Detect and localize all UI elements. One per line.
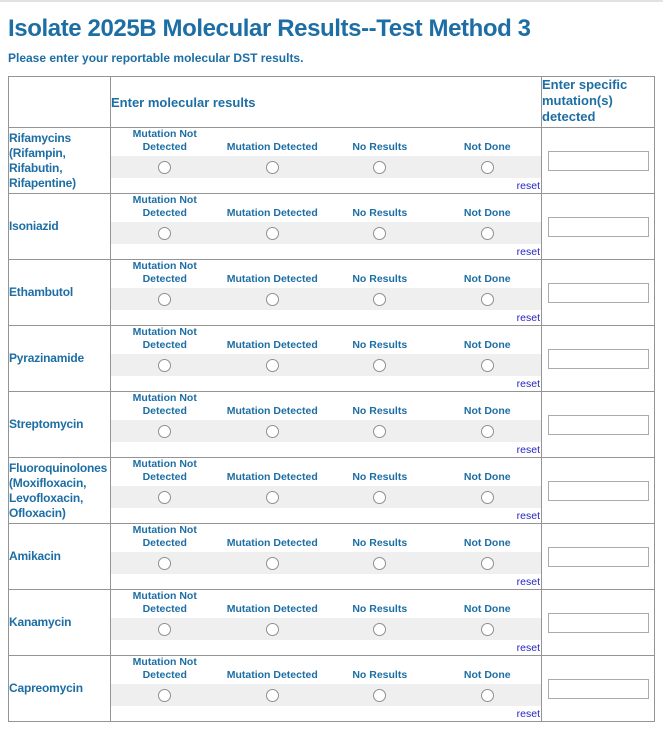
radio-cell bbox=[219, 354, 327, 376]
rifamycins-radio-3[interactable] bbox=[481, 161, 494, 174]
radio-cell bbox=[111, 420, 219, 442]
reset-link[interactable]: reset bbox=[516, 708, 540, 720]
isoniazid-mutation-input[interactable] bbox=[548, 217, 649, 237]
option-label: Not Done bbox=[463, 140, 511, 153]
option-labels-row bbox=[111, 656, 541, 681]
amikacin-radio-0[interactable] bbox=[158, 557, 171, 570]
radio-cell bbox=[219, 156, 327, 178]
option-label: No Results bbox=[352, 272, 408, 285]
radio-cell bbox=[434, 684, 542, 706]
option-labels-row bbox=[111, 194, 541, 219]
drug-name: Kanamycin bbox=[9, 590, 111, 656]
radio-cell bbox=[219, 288, 327, 310]
reset-row bbox=[111, 641, 541, 654]
option-label: Mutation Not Detected bbox=[132, 656, 197, 681]
radio-cell bbox=[326, 618, 434, 640]
option-label: No Results bbox=[352, 140, 408, 153]
option-label: Not Done bbox=[463, 470, 511, 483]
table-row bbox=[9, 458, 655, 524]
radio-strip bbox=[111, 354, 541, 376]
radio-cell bbox=[434, 354, 542, 376]
reset-link[interactable]: reset bbox=[516, 378, 540, 390]
drug-name: Pyrazinamide bbox=[9, 326, 111, 392]
reset-row bbox=[111, 707, 541, 720]
drug-name: Fluoroquinolones (Moxifloxacin, Levofloxacin, Ofloxacin) bbox=[9, 458, 111, 524]
page-title: Isolate 2025B Molecular Results--Test Method 3 bbox=[8, 15, 531, 42]
table-row bbox=[9, 524, 655, 590]
capreomycin-radio-0[interactable] bbox=[158, 689, 171, 702]
isoniazid-radio-0[interactable] bbox=[158, 227, 171, 240]
option-label: Not Done bbox=[463, 404, 511, 417]
option-label: Not Done bbox=[463, 668, 511, 681]
streptomycin-radio-0[interactable] bbox=[158, 425, 171, 438]
kanamycin-radio-2[interactable] bbox=[373, 623, 386, 636]
pyrazinamide-mutation-input[interactable] bbox=[548, 349, 649, 369]
isoniazid-radio-2[interactable] bbox=[373, 227, 386, 240]
option-label: Not Done bbox=[463, 602, 511, 615]
radio-cell bbox=[326, 420, 434, 442]
reset-row bbox=[111, 509, 541, 522]
radio-cell bbox=[326, 288, 434, 310]
mutation-input-cell bbox=[542, 260, 655, 326]
drug-name: Isoniazid bbox=[9, 194, 111, 260]
streptomycin-mutation-input[interactable] bbox=[548, 415, 649, 435]
option-label: No Results bbox=[352, 404, 408, 417]
option-labels-row bbox=[111, 524, 541, 549]
radio-strip bbox=[111, 156, 541, 178]
pyrazinamide-radio-3[interactable] bbox=[481, 359, 494, 372]
top-divider bbox=[0, 0, 663, 2]
option-label: Mutation Not Detected bbox=[132, 194, 197, 219]
reset-row bbox=[111, 575, 541, 588]
option-labels-row bbox=[111, 392, 541, 417]
reset-row bbox=[111, 377, 541, 390]
radio-cell bbox=[326, 354, 434, 376]
radio-cell bbox=[111, 288, 219, 310]
reset-row bbox=[111, 179, 541, 192]
kanamycin-radio-0[interactable] bbox=[158, 623, 171, 636]
reset-link[interactable]: reset bbox=[516, 444, 540, 456]
option-label: No Results bbox=[352, 668, 408, 681]
option-label: No Results bbox=[352, 470, 408, 483]
mutation-input-cell bbox=[542, 524, 655, 590]
radio-strip bbox=[111, 684, 541, 706]
drug-name: Streptomycin bbox=[9, 392, 111, 458]
option-labels-row bbox=[111, 326, 541, 351]
rifamycins-radio-0[interactable] bbox=[158, 161, 171, 174]
radio-cell bbox=[111, 618, 219, 640]
options-cell bbox=[111, 194, 542, 260]
option-label: Not Done bbox=[463, 338, 511, 351]
kanamycin-radio-1[interactable] bbox=[266, 623, 279, 636]
option-label: No Results bbox=[352, 536, 408, 549]
mutation-input-cell bbox=[542, 590, 655, 656]
rifamycins-radio-2[interactable] bbox=[373, 161, 386, 174]
rifamycins-radio-1[interactable] bbox=[266, 161, 279, 174]
mutation-input-cell bbox=[542, 392, 655, 458]
options-cell bbox=[111, 590, 542, 656]
option-label: Mutation Detected bbox=[226, 140, 318, 153]
option-labels-row bbox=[111, 458, 541, 483]
reset-link[interactable]: reset bbox=[516, 576, 540, 588]
option-label: Mutation Detected bbox=[226, 602, 318, 615]
reset-link[interactable]: reset bbox=[516, 246, 540, 258]
capreomycin-mutation-input[interactable] bbox=[548, 679, 649, 699]
radio-strip bbox=[111, 618, 541, 640]
fluoroquinolones-radio-3[interactable] bbox=[481, 491, 494, 504]
reset-link[interactable]: reset bbox=[516, 180, 540, 192]
option-label: Mutation Not Detected bbox=[132, 590, 197, 615]
capreomycin-radio-3[interactable] bbox=[481, 689, 494, 702]
option-label: Mutation Not Detected bbox=[132, 458, 197, 483]
molecular-results-header: Enter molecular results bbox=[111, 77, 542, 128]
option-label: Mutation Detected bbox=[226, 272, 318, 285]
radio-strip bbox=[111, 486, 541, 508]
fluoroquinolones-mutation-input[interactable] bbox=[548, 481, 649, 501]
results-table-body bbox=[9, 128, 655, 722]
mutation-input-cell bbox=[542, 128, 655, 194]
drug-name: Rifamycins (Rifampin, Rifabutin, Rifapentine) bbox=[9, 128, 111, 194]
radio-cell bbox=[434, 156, 542, 178]
table-row bbox=[9, 392, 655, 458]
option-labels-row bbox=[111, 260, 541, 285]
option-label: No Results bbox=[352, 602, 408, 615]
options-cell bbox=[111, 524, 542, 590]
radio-cell bbox=[219, 618, 327, 640]
radio-cell bbox=[111, 552, 219, 574]
options-cell bbox=[111, 260, 542, 326]
option-label: Mutation Not Detected bbox=[132, 128, 197, 153]
radio-cell bbox=[219, 552, 327, 574]
page-subtitle: Please enter your reportable molecular DST results. bbox=[8, 51, 304, 65]
option-labels-row bbox=[111, 590, 541, 615]
radio-strip bbox=[111, 222, 541, 244]
fluoroquinolones-radio-1[interactable] bbox=[266, 491, 279, 504]
table-row bbox=[9, 194, 655, 260]
ethambutol-radio-1[interactable] bbox=[266, 293, 279, 306]
amikacin-radio-2[interactable] bbox=[373, 557, 386, 570]
radio-cell bbox=[111, 486, 219, 508]
option-label: Not Done bbox=[463, 272, 511, 285]
option-label: Not Done bbox=[463, 206, 511, 219]
radio-cell bbox=[434, 288, 542, 310]
options-cell bbox=[111, 326, 542, 392]
option-label: Mutation Detected bbox=[226, 404, 318, 417]
kanamycin-radio-3[interactable] bbox=[481, 623, 494, 636]
amikacin-radio-3[interactable] bbox=[481, 557, 494, 570]
ethambutol-radio-2[interactable] bbox=[373, 293, 386, 306]
table-row bbox=[9, 590, 655, 656]
specific-mutations-header: Enter specific mutation(s) detected bbox=[542, 77, 655, 128]
table-row bbox=[9, 656, 655, 722]
streptomycin-radio-2[interactable] bbox=[373, 425, 386, 438]
reset-row bbox=[111, 245, 541, 258]
option-label: Mutation Not Detected bbox=[132, 392, 197, 417]
radio-cell bbox=[111, 684, 219, 706]
amikacin-radio-1[interactable] bbox=[266, 557, 279, 570]
radio-cell bbox=[219, 222, 327, 244]
kanamycin-mutation-input[interactable] bbox=[548, 613, 649, 633]
ethambutol-radio-3[interactable] bbox=[481, 293, 494, 306]
mutation-input-cell bbox=[542, 326, 655, 392]
option-label: Mutation Detected bbox=[226, 206, 318, 219]
radio-cell bbox=[219, 684, 327, 706]
table-row bbox=[9, 326, 655, 392]
streptomycin-radio-1[interactable] bbox=[266, 425, 279, 438]
drug-name: Capreomycin bbox=[9, 656, 111, 722]
ethambutol-mutation-input[interactable] bbox=[548, 283, 649, 303]
radio-cell bbox=[434, 420, 542, 442]
mutation-input-cell bbox=[542, 458, 655, 524]
radio-cell bbox=[219, 420, 327, 442]
radio-cell bbox=[434, 486, 542, 508]
radio-cell bbox=[326, 552, 434, 574]
option-label: Not Done bbox=[463, 536, 511, 549]
fluoroquinolones-radio-2[interactable] bbox=[373, 491, 386, 504]
fluoroquinolones-radio-0[interactable] bbox=[158, 491, 171, 504]
radio-cell bbox=[434, 222, 542, 244]
radio-cell bbox=[111, 354, 219, 376]
mutation-input-cell bbox=[542, 194, 655, 260]
table-header-row bbox=[9, 77, 655, 128]
mutation-input-cell bbox=[542, 656, 655, 722]
radio-strip bbox=[111, 420, 541, 442]
option-labels-row bbox=[111, 128, 541, 153]
amikacin-mutation-input[interactable] bbox=[548, 547, 649, 567]
reset-row bbox=[111, 311, 541, 324]
reset-link[interactable]: reset bbox=[516, 642, 540, 654]
radio-cell bbox=[111, 156, 219, 178]
molecular-results-table bbox=[8, 76, 655, 722]
option-label: Mutation Detected bbox=[226, 470, 318, 483]
option-label: Mutation Detected bbox=[226, 338, 318, 351]
option-label: No Results bbox=[352, 206, 408, 219]
reset-link[interactable]: reset bbox=[516, 510, 540, 522]
option-label: Mutation Not Detected bbox=[132, 326, 197, 351]
rifamycins-mutation-input[interactable] bbox=[548, 151, 649, 171]
radio-cell bbox=[326, 684, 434, 706]
streptomycin-radio-3[interactable] bbox=[481, 425, 494, 438]
radio-strip bbox=[111, 288, 541, 310]
isoniazid-radio-3[interactable] bbox=[481, 227, 494, 240]
option-label: Mutation Not Detected bbox=[132, 260, 197, 285]
isoniazid-radio-1[interactable] bbox=[266, 227, 279, 240]
reset-link[interactable]: reset bbox=[516, 312, 540, 324]
radio-cell bbox=[326, 486, 434, 508]
reset-row bbox=[111, 443, 541, 456]
radio-strip bbox=[111, 552, 541, 574]
option-label: Mutation Detected bbox=[226, 536, 318, 549]
pyrazinamide-radio-1[interactable] bbox=[266, 359, 279, 372]
table-row bbox=[9, 260, 655, 326]
table-row bbox=[9, 128, 655, 194]
radio-cell bbox=[219, 486, 327, 508]
capreomycin-radio-2[interactable] bbox=[373, 689, 386, 702]
option-label: No Results bbox=[352, 338, 408, 351]
radio-cell bbox=[326, 156, 434, 178]
radio-cell bbox=[434, 618, 542, 640]
options-cell bbox=[111, 128, 542, 194]
drug-name: Ethambutol bbox=[9, 260, 111, 326]
option-label: Mutation Not Detected bbox=[132, 524, 197, 549]
radio-cell bbox=[111, 222, 219, 244]
pyrazinamide-radio-2[interactable] bbox=[373, 359, 386, 372]
options-cell bbox=[111, 656, 542, 722]
options-cell bbox=[111, 458, 542, 524]
radio-cell bbox=[326, 222, 434, 244]
pyrazinamide-radio-0[interactable] bbox=[158, 359, 171, 372]
capreomycin-radio-1[interactable] bbox=[266, 689, 279, 702]
empty-header-cell bbox=[9, 77, 111, 128]
drug-name: Amikacin bbox=[9, 524, 111, 590]
option-label: Mutation Detected bbox=[226, 668, 318, 681]
ethambutol-radio-0[interactable] bbox=[158, 293, 171, 306]
options-cell bbox=[111, 392, 542, 458]
radio-cell bbox=[434, 552, 542, 574]
